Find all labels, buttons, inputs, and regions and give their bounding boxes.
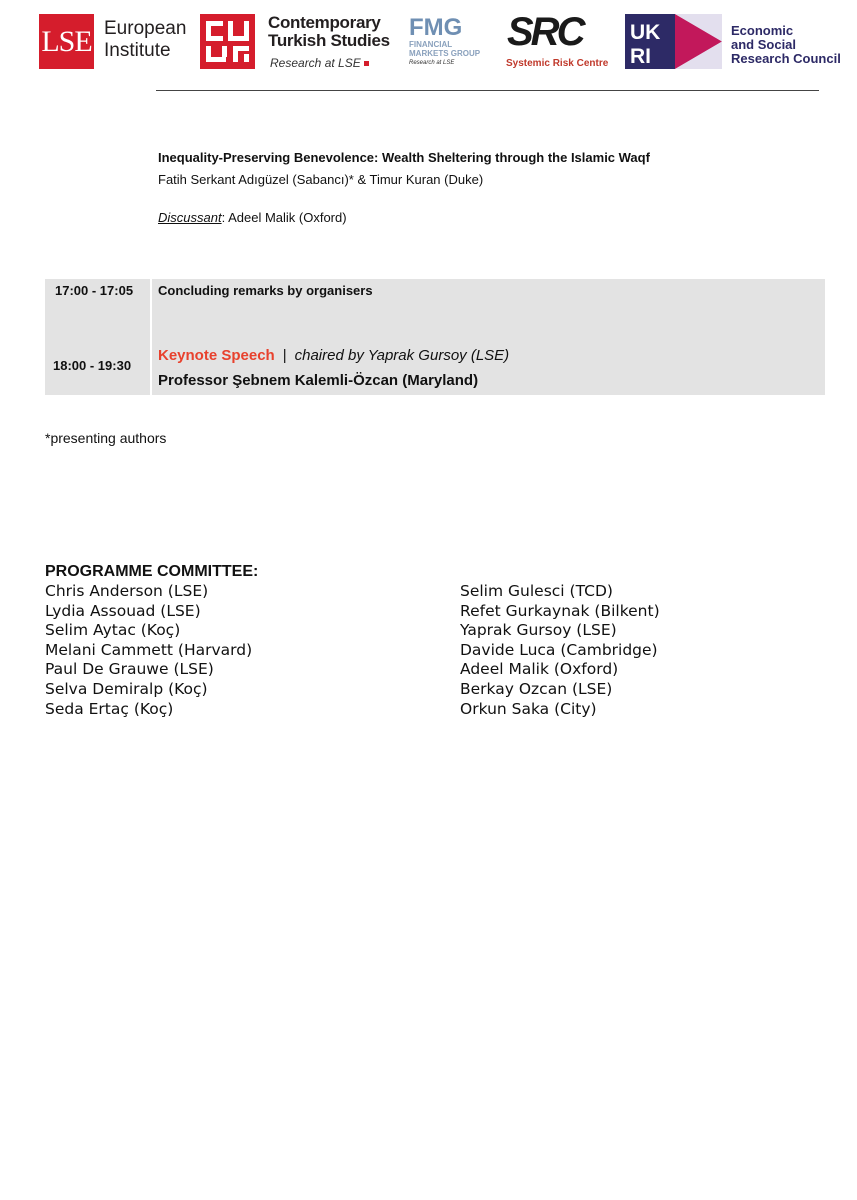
presenting-authors-note: *presenting authors [45, 430, 167, 446]
lse-mark: LSE [41, 24, 92, 58]
keynote-chair: chaired by Yaprak Gursoy (LSE) [294, 347, 510, 364]
committee-member: Seda Ertaç (Koç) [45, 699, 174, 718]
committee-heading: PROGRAMME COMMITTEE: [45, 563, 259, 580]
esrc-line-2: and Social [731, 37, 797, 52]
ukri-letters-bottom: RI [630, 45, 651, 68]
committee-list-right [460, 582, 660, 719]
schedule-time-2: 18:00 - 19:30 [53, 358, 132, 373]
lse-logo [39, 14, 94, 69]
src-wordmark: SRC [507, 10, 583, 54]
src-subtitle: Systemic Risk Centre [506, 58, 609, 69]
european-institute-line-1: European [104, 18, 187, 39]
committee-member: Selva Demiralp (Koç) [45, 679, 208, 698]
cts-title-line-2: Turkish Studies [268, 31, 390, 50]
committee-member: Refet Gurkaynak (Bilkent) [460, 601, 660, 620]
committee-member: Lydia Assouad (LSE) [45, 601, 201, 620]
keynote-speaker: Professor Şebnem Kalemli-Özcan (Maryland) [158, 372, 479, 389]
cts-subtitle-text: Research at LSE [270, 56, 361, 70]
committee-member: Chris Anderson (LSE) [45, 582, 209, 600]
paper-authors: Fatih Serkant Adıgüzel (Sabancı)* & Timur Kuran (Duke) [158, 172, 484, 187]
schedule-table [45, 279, 825, 395]
committee-list-left [45, 582, 252, 719]
red-square-icon [364, 61, 369, 66]
committee-member: Davide Luca (Cambridge) [460, 640, 658, 659]
committee-member: Orkun Saka (City) [460, 699, 597, 718]
cts-wordmark [268, 14, 390, 50]
esrc-line-3: Research Council [731, 51, 841, 66]
discussant-label: Discussant [158, 210, 222, 225]
ukri-letters-top: UK [630, 21, 661, 44]
esrc-wordmark [731, 24, 841, 66]
fmg-subtitle-line-2: MARKETS GROUP [409, 49, 481, 58]
fmg-wordmark: FMG [409, 14, 463, 41]
european-institute-line-2: Institute [104, 40, 171, 61]
committee-member: Selim Gulesci (TCD) [460, 582, 613, 600]
discussant-line [158, 210, 347, 225]
committee-member: Adeel Malik (Oxford) [460, 660, 619, 679]
committee-member: Selim Aytac (Koç) [45, 621, 181, 640]
cts-title-line-1: Contemporary [268, 13, 381, 32]
fmg-subtitle-line-1: FINANCIAL [409, 40, 453, 49]
keynote-label: Keynote Speech [158, 347, 275, 364]
committee-member: Berkay Ozcan (LSE) [460, 679, 613, 698]
keynote-separator: | [282, 347, 287, 364]
schedule-column-divider [150, 279, 152, 395]
european-institute-wordmark [104, 18, 186, 62]
committee-member: Yaprak Gursoy (LSE) [460, 621, 617, 640]
cts-logo-icon [200, 14, 255, 69]
schedule-time-1: 17:00 - 17:05 [55, 283, 134, 298]
header-divider [156, 90, 819, 91]
schedule-item-concluding: Concluding remarks by organisers [158, 283, 373, 298]
paper-title: Inequality-Preserving Benevolence: Wealth Sheltering through the Islamic Waqf [158, 150, 650, 165]
fmg-research-tag: Research at LSE [409, 60, 455, 66]
cts-subtitle [270, 56, 369, 70]
ukri-logo-icon [625, 14, 722, 69]
esrc-line-1: Economic [731, 23, 794, 38]
discussant-name: : Adeel Malik (Oxford) [221, 210, 347, 225]
keynote-line [158, 347, 509, 364]
committee-member: Melani Cammett (Harvard) [45, 640, 253, 659]
fmg-subtitle [409, 40, 480, 58]
committee-member: Paul De Grauwe (LSE) [45, 660, 214, 679]
